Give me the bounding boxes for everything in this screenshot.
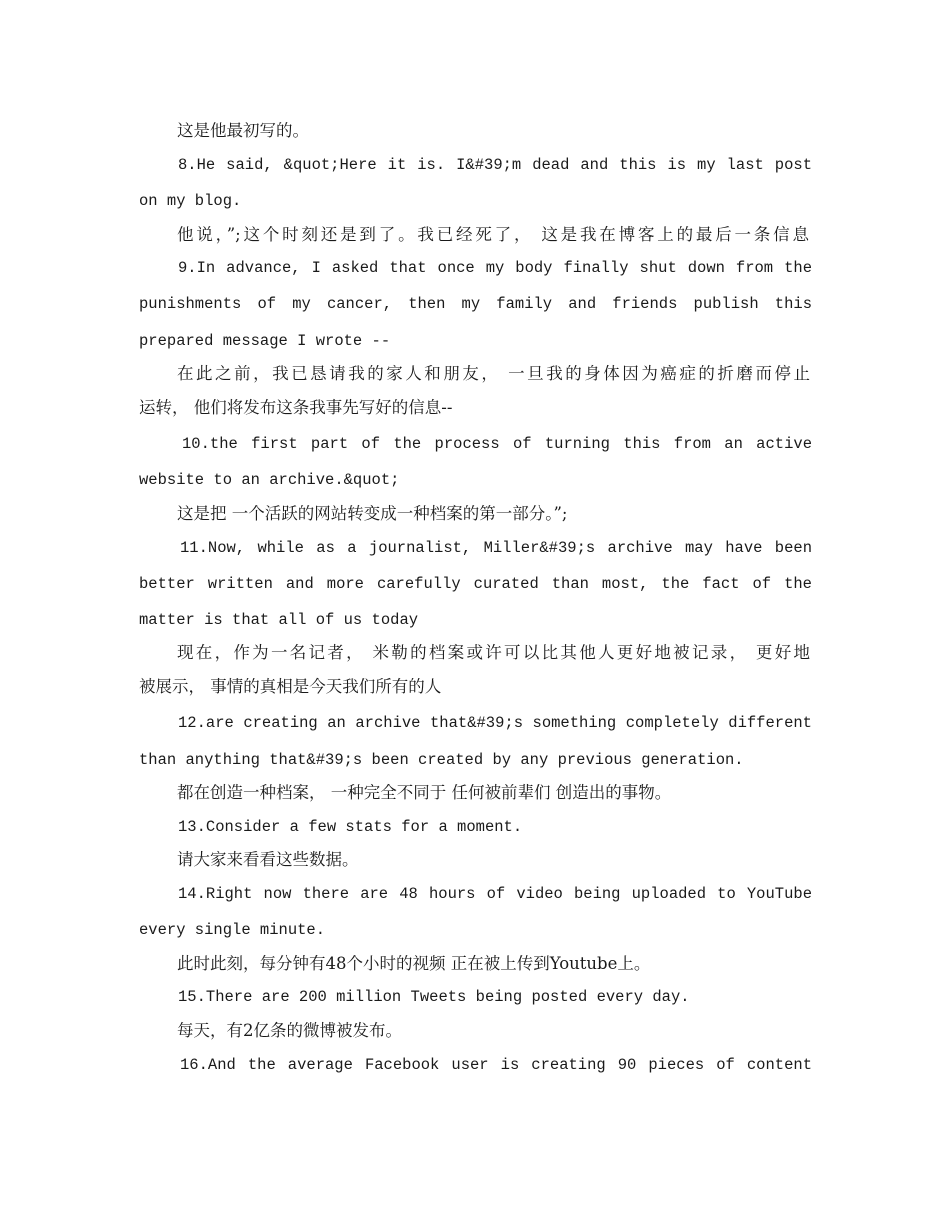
text-line: 14.Right now there are 48 hours of video being uploaded to YouTube bbox=[178, 885, 812, 903]
text-line: on my blog. bbox=[139, 192, 242, 210]
text-line: 现在，作为一名记者， 米勒的档案或许可以比其他人更好地被记录， 更好地 bbox=[177, 643, 810, 662]
text-line: 11.Now, while as a journalist, Miller&#39;s archive may have been bbox=[180, 539, 812, 557]
text-line: 都在创造一种档案， 一种完全不同于 任何被前辈们 创造出的事物。 bbox=[177, 783, 672, 802]
text-line: matter is that all of us today bbox=[139, 611, 419, 629]
text-line: 每天，有2亿条的微博被发布。 bbox=[177, 1021, 402, 1040]
text-line: website to an archive.&quot; bbox=[139, 471, 400, 489]
text-line: 9.In advance, I asked that once my body finally shut down from the bbox=[178, 259, 812, 277]
text-line: 这是把 一个活跃的网站转变成一种档案的第一部分。”; bbox=[177, 504, 568, 523]
text-line: 被展示， 事情的真相是今天我们所有的人 bbox=[139, 677, 442, 696]
text-line: 请大家来看看这些数据。 bbox=[177, 850, 359, 869]
text-line: 13.Consider a few stats for a moment. bbox=[178, 818, 523, 836]
text-line: 运转， 他们将发布这条我事先写好的信息-- bbox=[139, 398, 453, 417]
text-line: 16.And the average Facebook user is creating 90 pieces of content bbox=[180, 1056, 812, 1074]
text-line: every single minute. bbox=[139, 921, 326, 939]
text-line: 15.There are 200 million Tweets being posted every day. bbox=[178, 988, 690, 1006]
text-line: 此时此刻，每分钟有48个小时的视频 正在被上传到Youtube上。 bbox=[177, 954, 651, 973]
text-line: 12.are creating an archive that&#39;s something completely different bbox=[178, 714, 812, 732]
text-line: 8.He said, &quot;Here it is. I&#39;m dead and this is my last post bbox=[178, 156, 812, 174]
text-line: 在此之前，我已恳请我的家人和朋友， 一旦我的身体因为癌症的折磨而停止 bbox=[177, 364, 810, 383]
text-line: 这是他最初写的。 bbox=[177, 121, 309, 140]
text-line: better written and more carefully curated than most, the fact of the bbox=[139, 575, 812, 593]
text-line: than anything that&#39;s been created by any previous generation. bbox=[139, 751, 744, 769]
text-line: punishments of my cancer, then my family and friends publish this bbox=[139, 295, 812, 313]
text-line: 他说，”;这个时刻还是到了。我已经死了， 这是我在博客上的最后一条信息 bbox=[177, 225, 809, 244]
text-line: prepared message I wrote -- bbox=[139, 332, 391, 350]
text-line: 10.the first part of the process of turning this from an active bbox=[182, 435, 812, 453]
